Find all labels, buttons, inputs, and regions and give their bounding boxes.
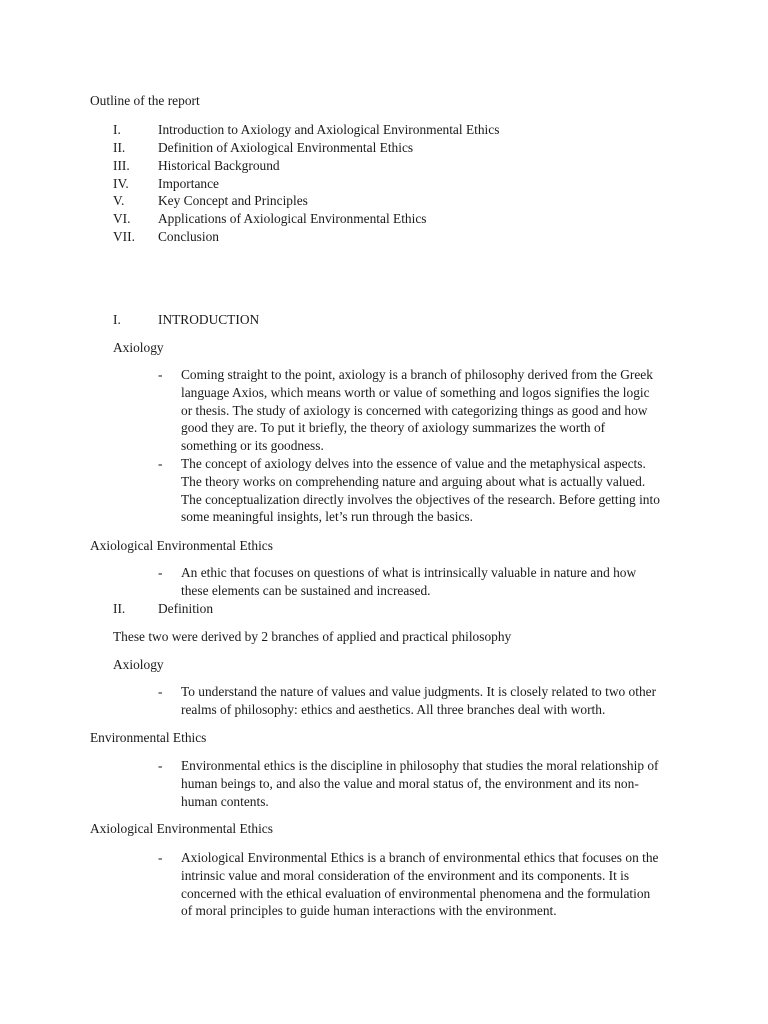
bullet-dash: - (158, 758, 163, 773)
subheading-axiological-environmental-ethics: Axiological Environmental Ethics (90, 821, 273, 836)
bullet-dash: - (158, 367, 163, 382)
section-number: I. (113, 312, 121, 327)
paragraph-line: An ethic that focuses on questions of what is intrinsically valuable in nature and how (181, 565, 637, 580)
subheading-axiology: Axiology (113, 657, 164, 672)
outline-item-text: Importance (158, 176, 219, 191)
outline-item-text: Key Concept and Principles (158, 193, 308, 208)
paragraph-line: of moral principles to guide human interactions with the environment. (181, 903, 557, 919)
outline-item-text: Applications of Axiological Environmental Ethics (158, 211, 427, 226)
outline-item-text: Conclusion (158, 229, 220, 244)
bullet-paragraph (181, 683, 656, 719)
bullet-paragraph (181, 366, 653, 455)
outline-item-num: VII. (113, 229, 135, 244)
bullet-dash: - (158, 565, 163, 580)
bullet-paragraph (181, 849, 658, 920)
paragraph-line: concerned with the ethical evaluation of environmental phenomena and the formulation (181, 885, 651, 901)
outline-item-num: V. (113, 193, 125, 208)
outline-item-text: Historical Background (158, 158, 280, 173)
paragraph-line: To understand the nature of values and value judgments. It is closely related to two other (181, 684, 657, 699)
paragraph-line: something or its goodness. (181, 438, 324, 454)
paragraph-line: The concept of axiology delves into the essence of value and the metaphysical aspects. (181, 456, 646, 471)
paragraph-line: human contents. (181, 793, 269, 809)
paragraph-line: intrinsic value and moral consideration of the environment and its components. It is (181, 867, 630, 883)
paragraph-line: human beings to, and also the value and moral status of, the environment and its non- (181, 775, 639, 791)
bullet-paragraph (181, 757, 659, 810)
paragraph-line: The theory works on comprehending nature and arguing about what is actually valued. (181, 473, 646, 489)
paragraph-line: Axiological Environmental Ethics is a branch of environmental ethics that focuses on the (181, 850, 659, 865)
outline-item-text: Introduction to Axiology and Axiological Environmental Ethics (158, 122, 500, 137)
bullet-dash: - (158, 456, 163, 471)
paragraph-line: language Axios, which means worth or value of something and logos signifies the logic (181, 384, 650, 400)
outline-item-num: II. (113, 140, 126, 155)
outline-item-num: I. (113, 122, 121, 137)
paragraph-line: good they are. To put it briefly, the theory of axiology summarizes the worth of (181, 420, 606, 436)
bullet-paragraph (181, 564, 636, 600)
definition-intro: These two were derived by 2 branches of applied and practical philosophy (113, 629, 512, 644)
paragraph-line: Environmental ethics is the discipline in philosophy that studies the moral relationship of (181, 758, 659, 773)
outline-item-num: VI. (113, 211, 131, 226)
bullet-dash: - (158, 850, 163, 865)
paragraph-line: Coming straight to the point, axiology is a branch of philosophy derived from the Greek (181, 367, 653, 382)
bullet-dash: - (158, 684, 163, 699)
paragraph-line: or thesis. The study of axiology is concerned with categorizing things as good and how (181, 402, 648, 418)
paragraph-line: realms of philosophy: ethics and aesthetics. All three branches deal with worth. (181, 701, 606, 717)
outline-item-text: Definition of Axiological Environmental Ethics (158, 140, 414, 155)
section-heading: INTRODUCTION (158, 312, 260, 327)
paragraph-line: The conceptualization directly involves the objectives of the research. Before getting into (181, 491, 660, 507)
subheading-axiological-environmental-ethics: Axiological Environmental Ethics (90, 538, 273, 553)
outline-item-num: IV. (113, 176, 129, 191)
subheading-environmental-ethics: Environmental Ethics (90, 730, 207, 745)
outline-item-num: III. (113, 158, 130, 173)
outline-title: Outline of the report (90, 93, 200, 108)
section-number: II. (113, 601, 126, 616)
section-heading: Definition (158, 601, 214, 616)
bullet-paragraph (181, 455, 660, 526)
subheading-axiology: Axiology (113, 340, 164, 355)
paragraph-line: some meaningful insights, let’s run through the basics. (181, 509, 473, 525)
paragraph-line: these elements can be sustained and increased. (181, 582, 431, 598)
